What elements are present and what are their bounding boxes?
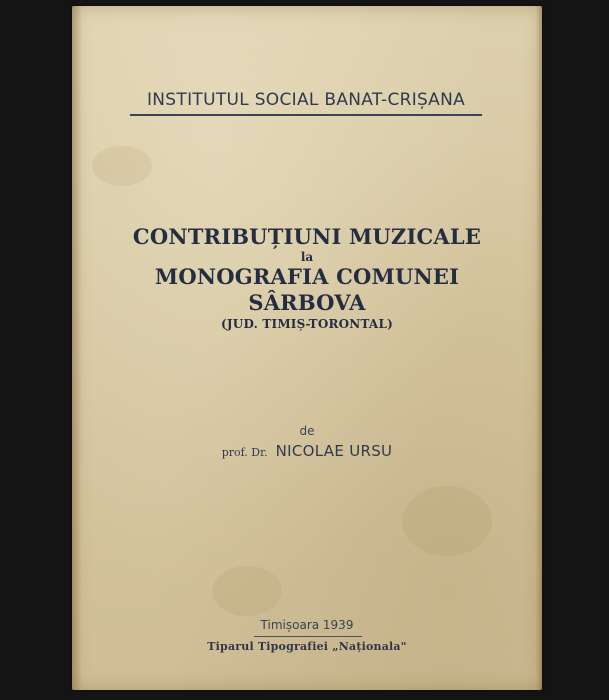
author-name: NICOLAE URSU [275, 442, 393, 460]
paper-stain [212, 566, 282, 616]
title-line-1: CONTRIBUȚIUNI MUZICALE [132, 224, 482, 249]
title-block [72, 224, 542, 332]
imprint-divider [254, 636, 362, 637]
cover-edge-shadow [536, 6, 542, 690]
title-subtitle: (JUD. TIMIȘ-TORONTAL) [221, 317, 393, 331]
title-connector: la [300, 250, 314, 264]
title-line-3: SÂRBOVA [248, 290, 366, 315]
paper-stain [402, 486, 492, 556]
paper-stain [92, 146, 152, 186]
author-byline [72, 442, 542, 461]
byline-de: de [299, 424, 315, 438]
book-cover [72, 6, 542, 690]
imprint-printer: Tiparul Tipografiei „Naționala" [207, 640, 407, 653]
imprint-place-year: Timișoara 1939 [260, 618, 354, 632]
author-title: prof. Dr. [221, 446, 268, 459]
cover-spine-shadow [72, 6, 82, 690]
institute-header: INSTITUTUL SOCIAL BANAT-CRIȘANA [130, 90, 482, 116]
title-line-2: MONOGRAFIA COMUNEI [154, 264, 460, 289]
